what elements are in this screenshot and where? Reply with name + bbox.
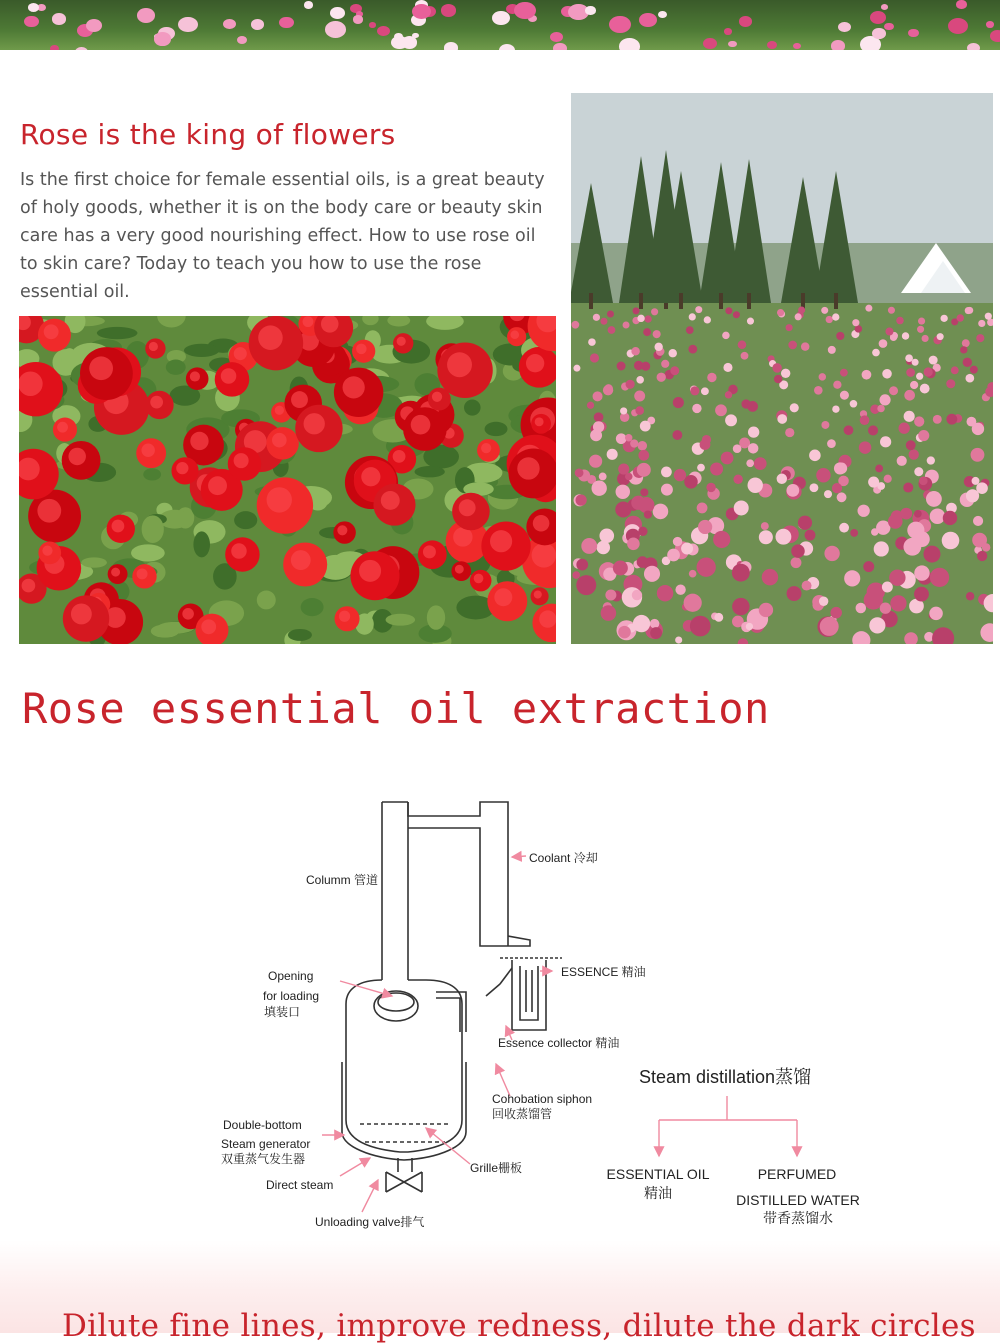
flow-left-2: 精油 [644,1185,672,1201]
label-column: Columm 管道 [306,873,379,887]
footer-tagline: Dilute fine lines, improve redness, dilute the dark circles [62,1308,976,1344]
label-opening-2: for loading [263,989,320,1003]
label-grille: Grille栅板 [470,1161,523,1175]
label-essence: ESSENCE 精油 [561,965,646,979]
rose-field-photo [571,93,993,644]
label-cohobation-1: Cohobation siphon [492,1092,593,1106]
intro-text: Is the first choice for female essential oils, is a great beauty of holy goods, whether it is on the body care or beauty skin care has a very good nourishing effect. How to use rose oil to skin care? Today to teach you how to use the rose essential oil. [20,170,545,302]
flow-arrows [659,1096,797,1156]
label-opening-1: Opening [268,969,314,983]
label-coolant: Coolant 冷却 [529,851,598,865]
flow-right-2: DISTILLED WATER [736,1192,860,1208]
label-essence-collector: Essence collector 精油 [498,1036,620,1050]
label-cohobation-2: 回收蒸馏管 [492,1107,553,1121]
label-direct-steam: Direct steam [266,1178,334,1192]
label-double-bottom-1: Double-bottom [223,1118,302,1132]
extraction-title: Rose essential oil extraction [22,684,770,733]
top-banner-rose-image [0,0,1000,50]
label-double-bottom-3: 双重蒸气发生器 [221,1152,306,1166]
red-roses-photo [19,316,556,644]
flow-right-3: 带香蒸馏水 [763,1210,833,1226]
flow-left-1: ESSENTIAL OIL [606,1166,710,1182]
flow-root: Steam distillation蒸馏 [639,1067,812,1087]
distillation-diagram [200,780,880,1250]
label-double-bottom-2: Steam generator [221,1137,311,1151]
label-unloading-valve: Unloading valve排气 [315,1215,425,1229]
intro-title: Rose is the king of flowers [20,118,396,151]
flow-right-1: PERFUMED [757,1166,837,1182]
label-opening-3: 填装口 [264,1005,301,1019]
